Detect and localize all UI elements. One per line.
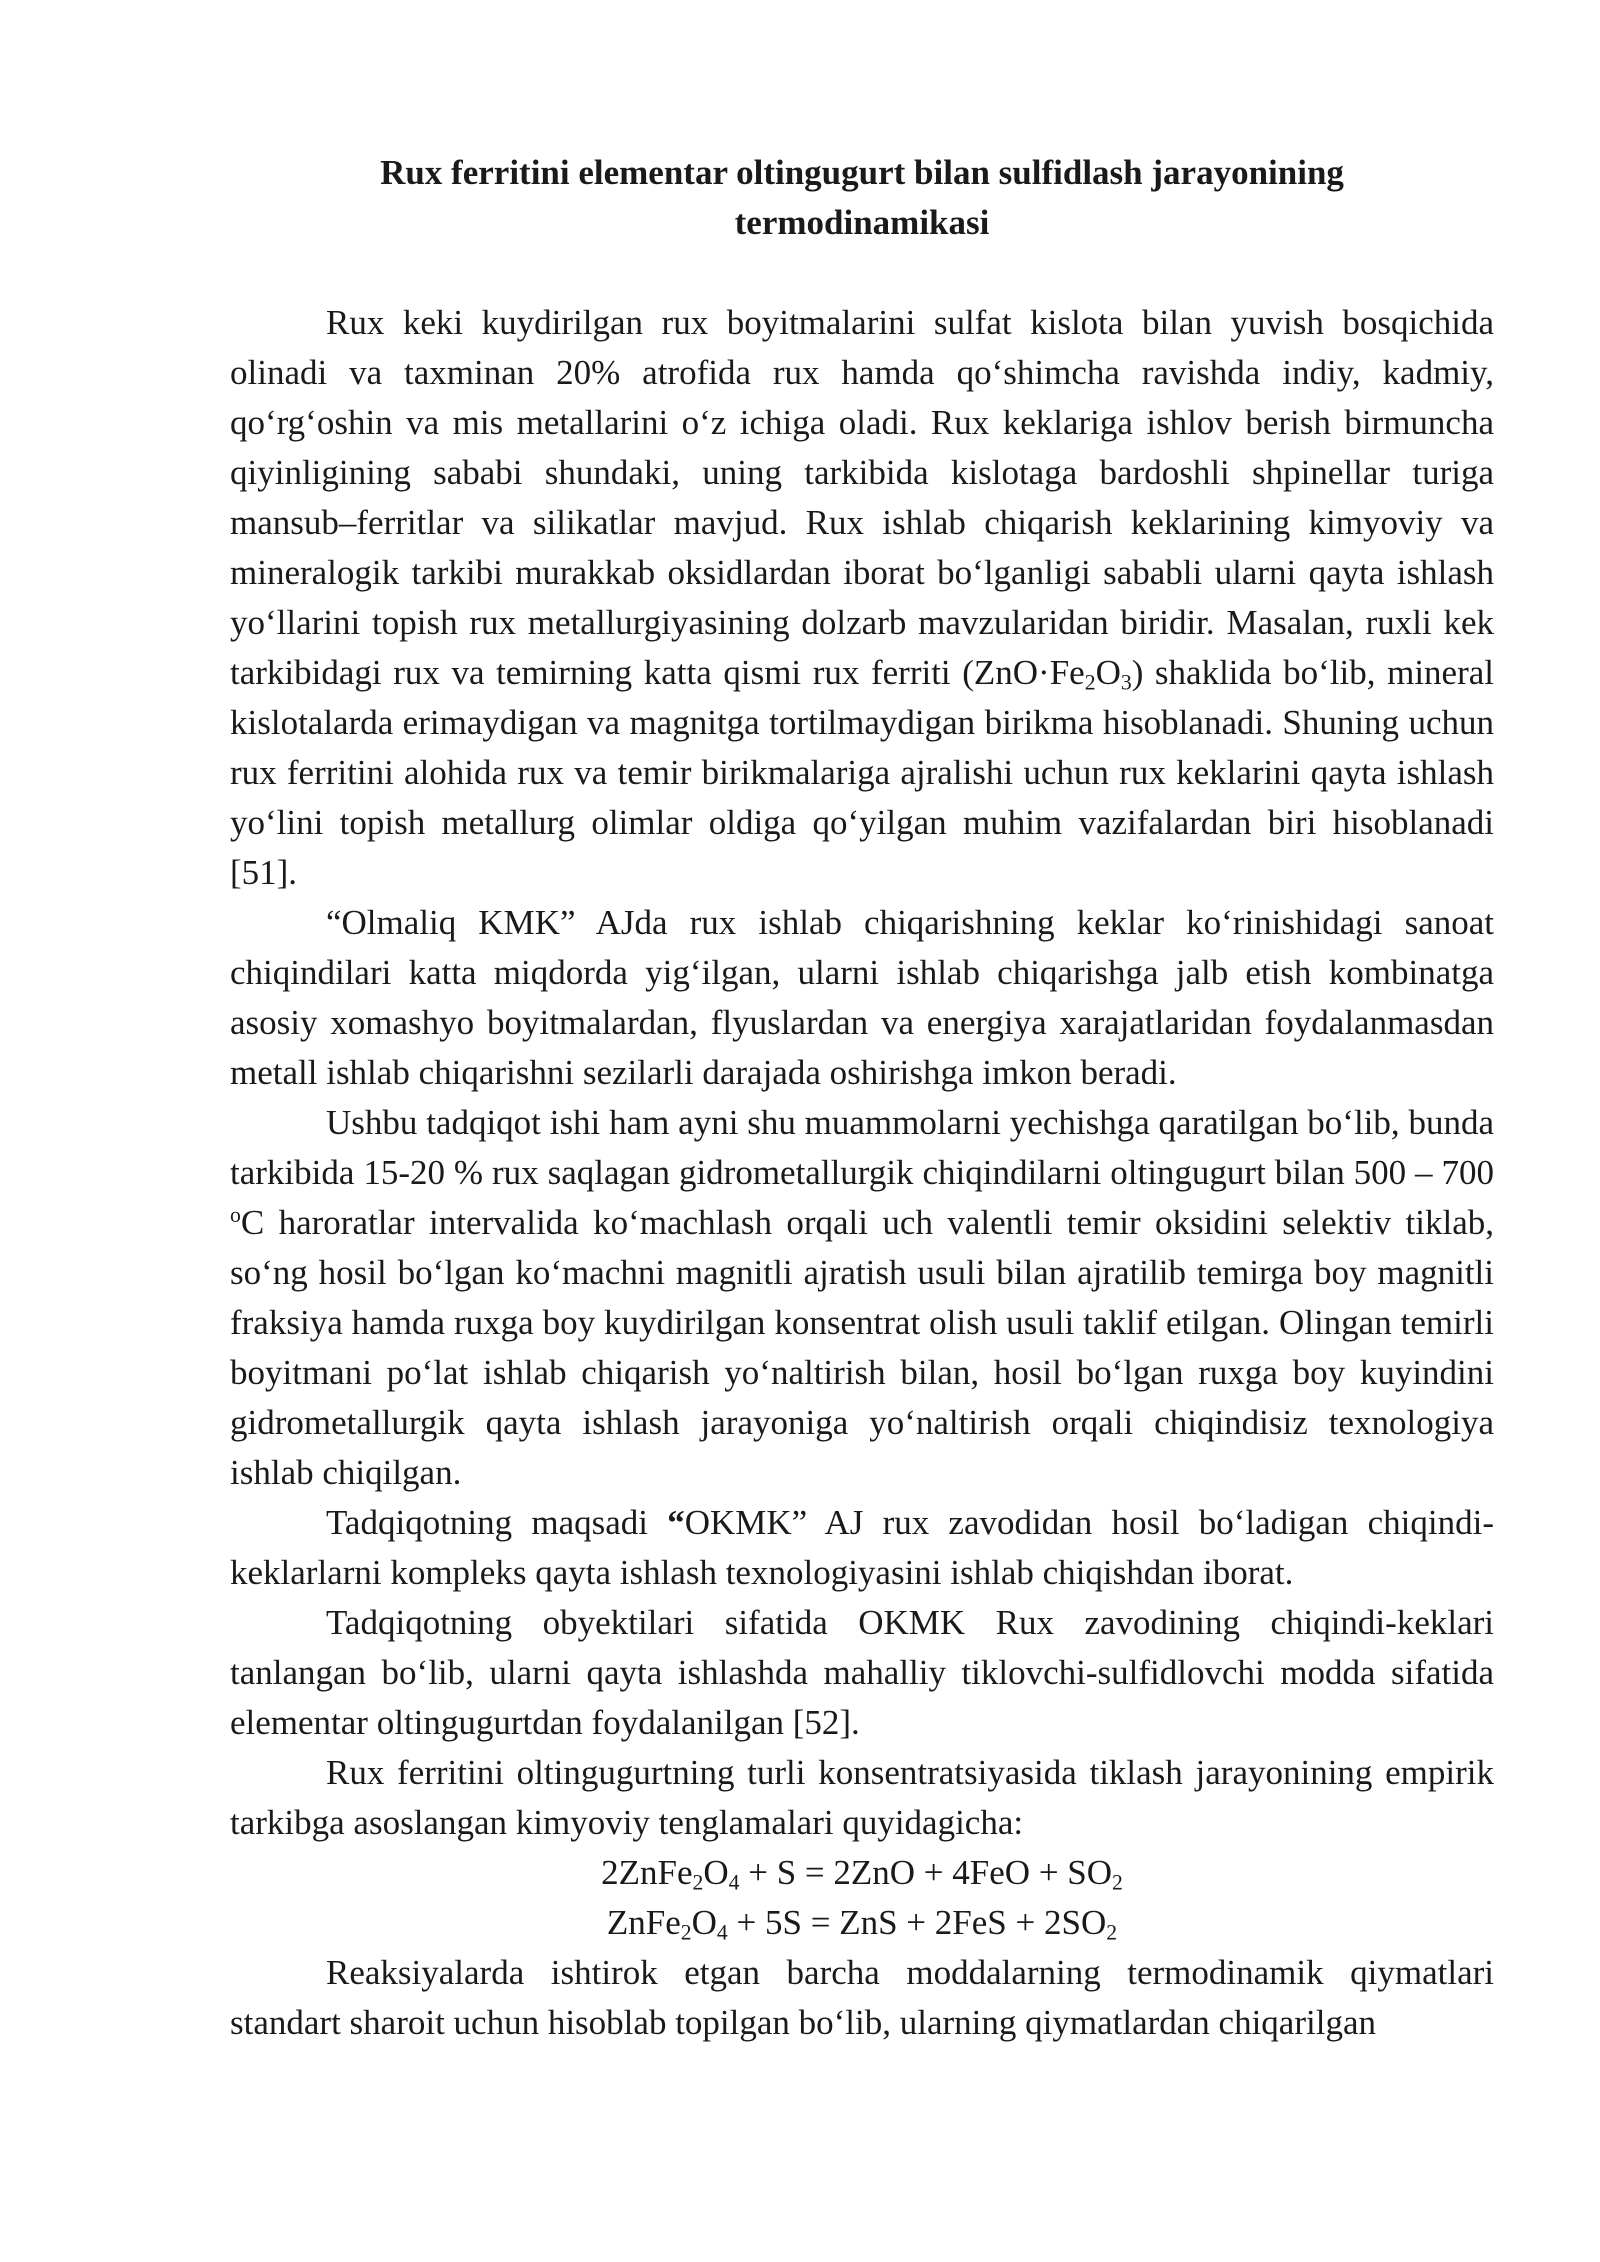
paragraph-intro <box>230 298 1494 898</box>
paragraph-research <box>230 1098 1494 1498</box>
bold-quote: “ <box>667 1503 685 1542</box>
subscript: 2 <box>1084 670 1096 695</box>
title-line-2: termodinamikasi <box>734 203 990 242</box>
paragraph-reactions: Reaksiyalarda ishtirok etgan barcha moddalarning termodinamik qiymatlari standart sharoit uchun hisoblab topilgan bo‘lib, ularning qiymatlardan chiqarilgan <box>230 1953 1494 2042</box>
subscript: 2 <box>680 1920 692 1945</box>
text-run: O <box>691 1903 717 1942</box>
text-run: Ushbu tadqiqot ishi ham ayni shu muammolarni yechishga qaratilgan bo‘lib, bunda tarkibida 15-20 % rux saqlagan gidrometallurgik chiqindilarni oltingugurt bilan 500 – 700 <box>230 1103 1494 1192</box>
text-run: O <box>703 1853 729 1892</box>
text-run: Rux keki kuydirilgan rux boyitmalarini sulfat kislota bilan yuvish bosqichida olinadi va taxminan 20% atrofida rux hamda qo‘shimcha ravishda indiy, kadmiy, qo‘rg‘oshin va mis metallarini o‘z ichiga oladi. Rux keklariga ishlov berish birmuncha qiyinligining sababi shundaki, uning tarkibida kislotaga bardoshli shpinellar turiga mansub–ferritlar va silikatlar mavjud. Rux ishlab chiqarish keklarining kimyoviy va mineralogik tarkibi murakkab oksidlardan iborat bo‘lganligi sababli ularni qayta ishlash yo‘llarini topish rux metallurgiyasining dolzarb mavzularidan biridir. Masalan, ruxli kek tarkibidagi rux va temirning katta qismi rux ferriti (ZnO·Fe <box>230 303 1494 692</box>
paragraph-olmaliq: “Olmaliq KMK” AJda rux ishlab chiqarishning keklar ko‘rinishidagi sanoat chiqindilari katta miqdorda yig‘ilgan, ularni ishlab chiqarishga jalb etish kombinatga asosiy xomashyo boyitmalardan, flyuslardan va energiya xarajatlaridan foydalanmasdan metall ishlab chiqarishni sezilarli darajada oshirishga imkon beradi. <box>230 903 1494 1092</box>
text-run: 2ZnFe <box>601 1853 693 1892</box>
subscript: 4 <box>716 1920 728 1945</box>
paragraph-goal <box>230 1498 1494 1598</box>
document-page <box>230 148 1494 2048</box>
subscript: 4 <box>728 1870 740 1895</box>
text-run: ) shaklida bo‘lib, mineral kislotalarda erimaydigan va magnitga tortilmaydigan birikma hisoblanadi. Shuning uchun rux ferritini alohida rux va temir birikmalariga ajralishi uchun rux keklarini qayta ishlash yo‘lini topish metallurg olimlar oldiga qo‘yilgan muhim vazifalardan biri hisoblanadi [51]. <box>230 653 1494 892</box>
equation-1 <box>230 1848 1494 1898</box>
text-run: + 5S = ZnS + 2FeS + 2SO <box>727 1903 1107 1942</box>
text-run: OKMK” AJ rux zavodidan hosil bo‘ladigan chiqindi-keklarlarni kompleks qayta ishlash texnologiyasini ishlab chiqishdan iborat. <box>230 1503 1494 1592</box>
text-run: Tadqiqotning maqsadi <box>326 1503 668 1542</box>
text-run: + S = 2ZnO + 4FeO + SO <box>739 1853 1113 1892</box>
subscript: 3 <box>1120 670 1132 695</box>
title-line-1: Rux ferritini elementar oltingugurt bilan sulfidlash jarayonining <box>380 153 1344 192</box>
document-title <box>230 148 1494 248</box>
paragraph-equations-intro: Rux ferritini oltingugurtning turli konsentratsiyasida tiklash jarayonining empirik tarkibga asoslangan kimyoviy tenglamalari quyidagicha: <box>230 1753 1494 1842</box>
subscript: 2 <box>1112 1870 1123 1895</box>
text-run: ZnFe <box>606 1903 681 1942</box>
paragraph-objects: Tadqiqotning obyektilari sifatida OKMK Rux zavodining chiqindi-keklari tanlangan bo‘lib, ularni qayta ishlashda mahalliy tiklovchi-sulfidlovchi modda sifatida elementar oltingugurtdan foydalanilgan [52]. <box>230 1603 1494 1742</box>
superscript: o <box>230 1203 241 1228</box>
subscript: 2 <box>1106 1920 1118 1945</box>
text-run: O <box>1095 653 1121 692</box>
equation-2 <box>230 1898 1494 1948</box>
subscript: 2 <box>692 1870 704 1895</box>
text-run: C haroratlar intervalida ko‘machlash orqali uch valentli temir oksidini selektiv tiklab, so‘ng hosil bo‘lgan ko‘machni magnitli ajratish usuli bilan ajratilib temirga boy magnitli fraksiya hamda ruxga boy kuydirilgan konsentrat olish usuli taklif etilgan. Olingan temirli boyitmani po‘lat ishlab chiqarish yo‘naltirish bilan, hosil bo‘lgan ruxga boy kuyindini gidrometallurgik qayta ishlash jarayoniga yo‘naltirish orqali chiqindisiz texnologiya ishlab chiqilgan. <box>230 1203 1494 1492</box>
